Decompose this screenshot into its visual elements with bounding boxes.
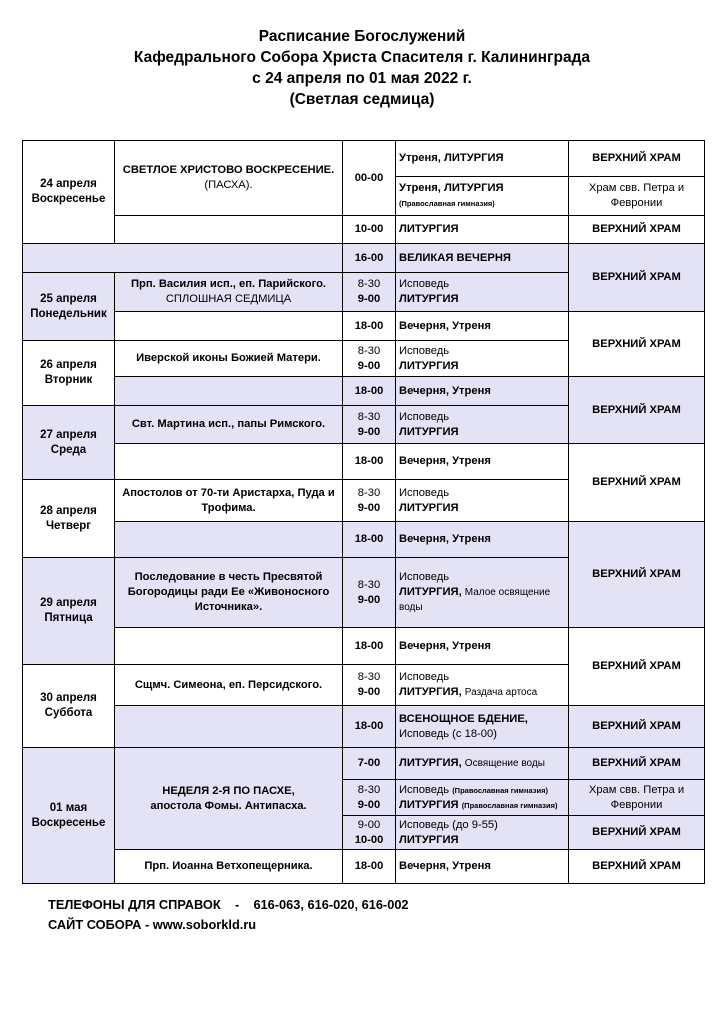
place-cell: ВЕРХНИЙ ХРАМ [569, 244, 705, 312]
table-row [23, 216, 705, 244]
time-text: 9-00 [357, 686, 381, 698]
day-date: 24 апреля [40, 178, 97, 190]
saint-cell-empty [115, 628, 343, 665]
time-cell: 18-00 [343, 706, 396, 748]
service-note: (Православная гимназия) [452, 785, 548, 795]
saint-cell-empty [115, 706, 343, 748]
table-row [23, 444, 705, 480]
table-row [23, 141, 705, 177]
table-row [23, 850, 705, 884]
time-cell [343, 665, 396, 706]
saint-cell [115, 141, 343, 216]
place-cell: ВЕРХНИЙ ХРАМ [569, 444, 705, 522]
service-cell: ЛИТУРГИЯ [396, 216, 569, 244]
day-weekday: Воскресенье [31, 193, 106, 205]
saint-cell: Сщмч. Симеона, еп. Персидского. [115, 665, 343, 706]
saint-text: СВЕТЛОЕ ХРИСТОВО ВОСКРЕСЕНИЕ. [122, 164, 335, 176]
service-text: Исповедь [399, 278, 450, 290]
service-text: ЛИТУРГИЯ [399, 425, 459, 438]
time-text: 9-00 [357, 593, 381, 606]
saint-cell-empty [115, 216, 343, 244]
day-cell [23, 558, 115, 665]
blank-cell [23, 244, 343, 273]
footer-site [48, 915, 409, 935]
saint-cell: Последование в честь Пресвятой Богородицы ради Ее «Живоносного Источника». [115, 558, 343, 628]
day-weekday: Суббота [44, 707, 93, 719]
time-cell: 10-00 [343, 216, 396, 244]
service-cell [396, 558, 569, 628]
header-dates: с 24 апреля по 01 мая 2022 г. [252, 70, 472, 87]
day-weekday: Четверг [45, 519, 92, 532]
day-cell [23, 665, 115, 748]
time-text: 8-30 [357, 344, 381, 357]
time-cell [343, 406, 396, 444]
service-note: Освящение воды [464, 758, 545, 769]
service-text: Исповедь [399, 344, 450, 357]
saint-cell-empty [115, 444, 343, 480]
saint-cell: Иверской иконы Божией Матери. [115, 341, 343, 377]
service-text: ЛИТУРГИЯ, [399, 586, 462, 598]
day-weekday: Понедельник [30, 307, 107, 320]
service-cell: Вечерня, Утреня [396, 628, 569, 665]
saint-cell: Свт. Мартина исп., папы Римского. [115, 406, 343, 444]
place-cell: ВЕРХНИЙ ХРАМ [569, 628, 705, 706]
saint-cell-empty [115, 312, 343, 341]
service-cell [396, 341, 569, 377]
service-text: ЛИТУРГИЯ [399, 359, 459, 372]
header-title: Расписание Богослужений [258, 28, 466, 45]
time-cell: 18-00 [343, 850, 396, 884]
day-cell [23, 406, 115, 480]
time-cell: 18-00 [343, 377, 396, 406]
time-text: 8-30 [357, 578, 381, 591]
service-cell: Вечерня, Утреня [396, 522, 569, 558]
saint-cell: Прп. Иоанна Ветхопещерника. [115, 850, 343, 884]
table-row [23, 312, 705, 341]
day-date: 26 апреля [40, 359, 97, 371]
page-header [0, 26, 724, 110]
day-date: 30 апреля [40, 692, 97, 704]
page-footer [48, 895, 409, 935]
saint-text: НЕДЕЛЯ 2-Я ПО ПАСХЕ, [162, 784, 295, 797]
day-date: 01 мая [49, 801, 88, 814]
service-cell: Вечерня, Утреня [396, 377, 569, 406]
service-text: Исповедь [399, 410, 450, 423]
day-weekday: Среда [50, 443, 87, 456]
table-row [23, 706, 705, 748]
time-cell: 18-00 [343, 628, 396, 665]
time-cell [343, 273, 396, 312]
time-cell [343, 816, 396, 850]
day-cell [23, 748, 115, 884]
header-cathedral: Кафедрального Собора Христа Спасителя г. Калининграда [133, 49, 591, 66]
table-row [23, 377, 705, 406]
place-cell: ВЕРХНИЙ ХРАМ [569, 216, 705, 244]
saint-cell: Апостолов от 70-ти Аристарха, Пуда и Трофима. [115, 480, 343, 522]
service-text: ЛИТУРГИЯ, [399, 686, 462, 698]
time-text: 9-00 [357, 501, 381, 514]
place-cell: Храм свв. Петра и Февронии [569, 780, 705, 816]
phones-label: ТЕЛЕФОНЫ ДЛЯ СПРАВОК [48, 897, 221, 912]
place-cell: ВЕРХНИЙ ХРАМ [569, 706, 705, 748]
phones-separator: - [234, 897, 240, 912]
time-text: 8-30 [357, 486, 381, 499]
service-text: ЛИТУРГИЯ [399, 833, 459, 846]
service-cell: Вечерня, Утреня [396, 312, 569, 341]
service-text: ЛИТУРГИЯ, [399, 757, 462, 769]
service-cell [396, 273, 569, 312]
table-row [23, 628, 705, 665]
time-text: 9-00 [357, 359, 381, 372]
time-cell: 18-00 [343, 522, 396, 558]
time-cell [343, 780, 396, 816]
saint-cell-empty [115, 377, 343, 406]
time-text: 8-30 [357, 671, 381, 683]
table-row [23, 748, 705, 780]
service-cell [396, 816, 569, 850]
service-cell [396, 706, 569, 748]
saint-cell [115, 748, 343, 850]
place-cell: ВЕРХНИЙ ХРАМ [569, 141, 705, 177]
service-text: Исповедь [399, 783, 450, 796]
service-cell [396, 177, 569, 216]
service-cell [396, 406, 569, 444]
time-cell: 18-00 [343, 444, 396, 480]
service-cell [396, 780, 569, 816]
service-cell [396, 480, 569, 522]
service-text: ВСЕНОЩНОЕ БДЕНИЕ, [399, 712, 528, 725]
place-cell: ВЕРХНИЙ ХРАМ [569, 522, 705, 628]
time-cell [343, 558, 396, 628]
time-cell [343, 341, 396, 377]
table-row [23, 244, 705, 273]
day-cell [23, 480, 115, 558]
day-date: 29 апреля [40, 597, 97, 609]
place-cell: ВЕРХНИЙ ХРАМ [569, 377, 705, 444]
day-weekday: Воскресенье [31, 816, 106, 829]
place-cell: ВЕРХНИЙ ХРАМ [569, 850, 705, 884]
service-text: ЛИТУРГИЯ [399, 798, 459, 811]
time-text: 8-30 [357, 410, 381, 423]
place-cell: ВЕРХНИЙ ХРАМ [569, 748, 705, 780]
saint-text: СПЛОШНАЯ СЕДМИЦА [165, 293, 292, 305]
time-text: 10-00 [354, 833, 384, 846]
footer-phones [48, 895, 409, 915]
place-cell: ВЕРХНИЙ ХРАМ [569, 816, 705, 850]
time-cell: 16-00 [343, 244, 396, 273]
saint-cell [115, 273, 343, 312]
service-text: Утреня, ЛИТУРГИЯ [399, 182, 504, 194]
schedule-table [22, 140, 705, 884]
time-text: 9-00 [357, 818, 381, 831]
time-text: 9-00 [357, 798, 381, 811]
service-note: (Православная гимназия) [399, 199, 495, 208]
saint-text: апостола Фомы. Антипасха. [150, 799, 307, 812]
time-text: 8-30 [357, 278, 381, 290]
service-cell: Утреня, ЛИТУРГИЯ [396, 141, 569, 177]
day-date: 27 апреля [40, 428, 97, 441]
service-note: Раздача артоса [464, 687, 538, 698]
site-link[interactable]: www.soborkld.ru [152, 917, 257, 932]
day-cell [23, 141, 115, 244]
day-date: 28 апреля [40, 504, 97, 517]
service-text: Исповедь (с 18-00) [399, 727, 497, 740]
service-cell: Вечерня, Утреня [396, 444, 569, 480]
place-cell: ВЕРХНИЙ ХРАМ [569, 312, 705, 377]
service-text: Исповедь [399, 486, 450, 499]
service-cell: ВЕЛИКАЯ ВЕЧЕРНЯ [396, 244, 569, 273]
saint-text: Прп. Василия исп., еп. Парийского. [130, 278, 327, 290]
service-text: Исповедь (до 9-55) [399, 818, 498, 831]
day-weekday: Пятница [44, 612, 93, 624]
time-cell: 00-00 [343, 141, 396, 216]
day-cell [23, 273, 115, 341]
place-cell: Храм свв. Петра и Февронии [569, 177, 705, 216]
phones-numbers: 616-063, 616-020, 616-002 [253, 897, 409, 912]
time-cell: 7-00 [343, 748, 396, 780]
time-text: 9-00 [357, 425, 381, 438]
service-cell: Вечерня, Утреня [396, 850, 569, 884]
service-text: Исповедь [399, 571, 450, 583]
site-label: САЙТ СОБОРА - [48, 917, 150, 932]
service-cell [396, 748, 569, 780]
saint-cell-empty [115, 522, 343, 558]
service-cell [396, 665, 569, 706]
service-note: (Православная гимназия) [461, 800, 558, 810]
service-text: ЛИТУРГИЯ [399, 501, 459, 514]
saint-text: (ПАСХА). [204, 179, 253, 191]
service-text: Исповедь [399, 671, 450, 683]
day-date: 25 апреля [40, 292, 97, 305]
header-week: (Светлая седмица) [289, 91, 435, 108]
time-cell [343, 480, 396, 522]
time-text: 8-30 [357, 783, 381, 796]
service-text: ЛИТУРГИЯ [399, 293, 459, 305]
service-note: Малое освящение воды [399, 587, 551, 613]
time-text: 9-00 [357, 293, 381, 305]
time-cell: 18-00 [343, 312, 396, 341]
day-cell [23, 341, 115, 406]
day-weekday: Вторник [44, 374, 93, 386]
table-row [23, 522, 705, 558]
